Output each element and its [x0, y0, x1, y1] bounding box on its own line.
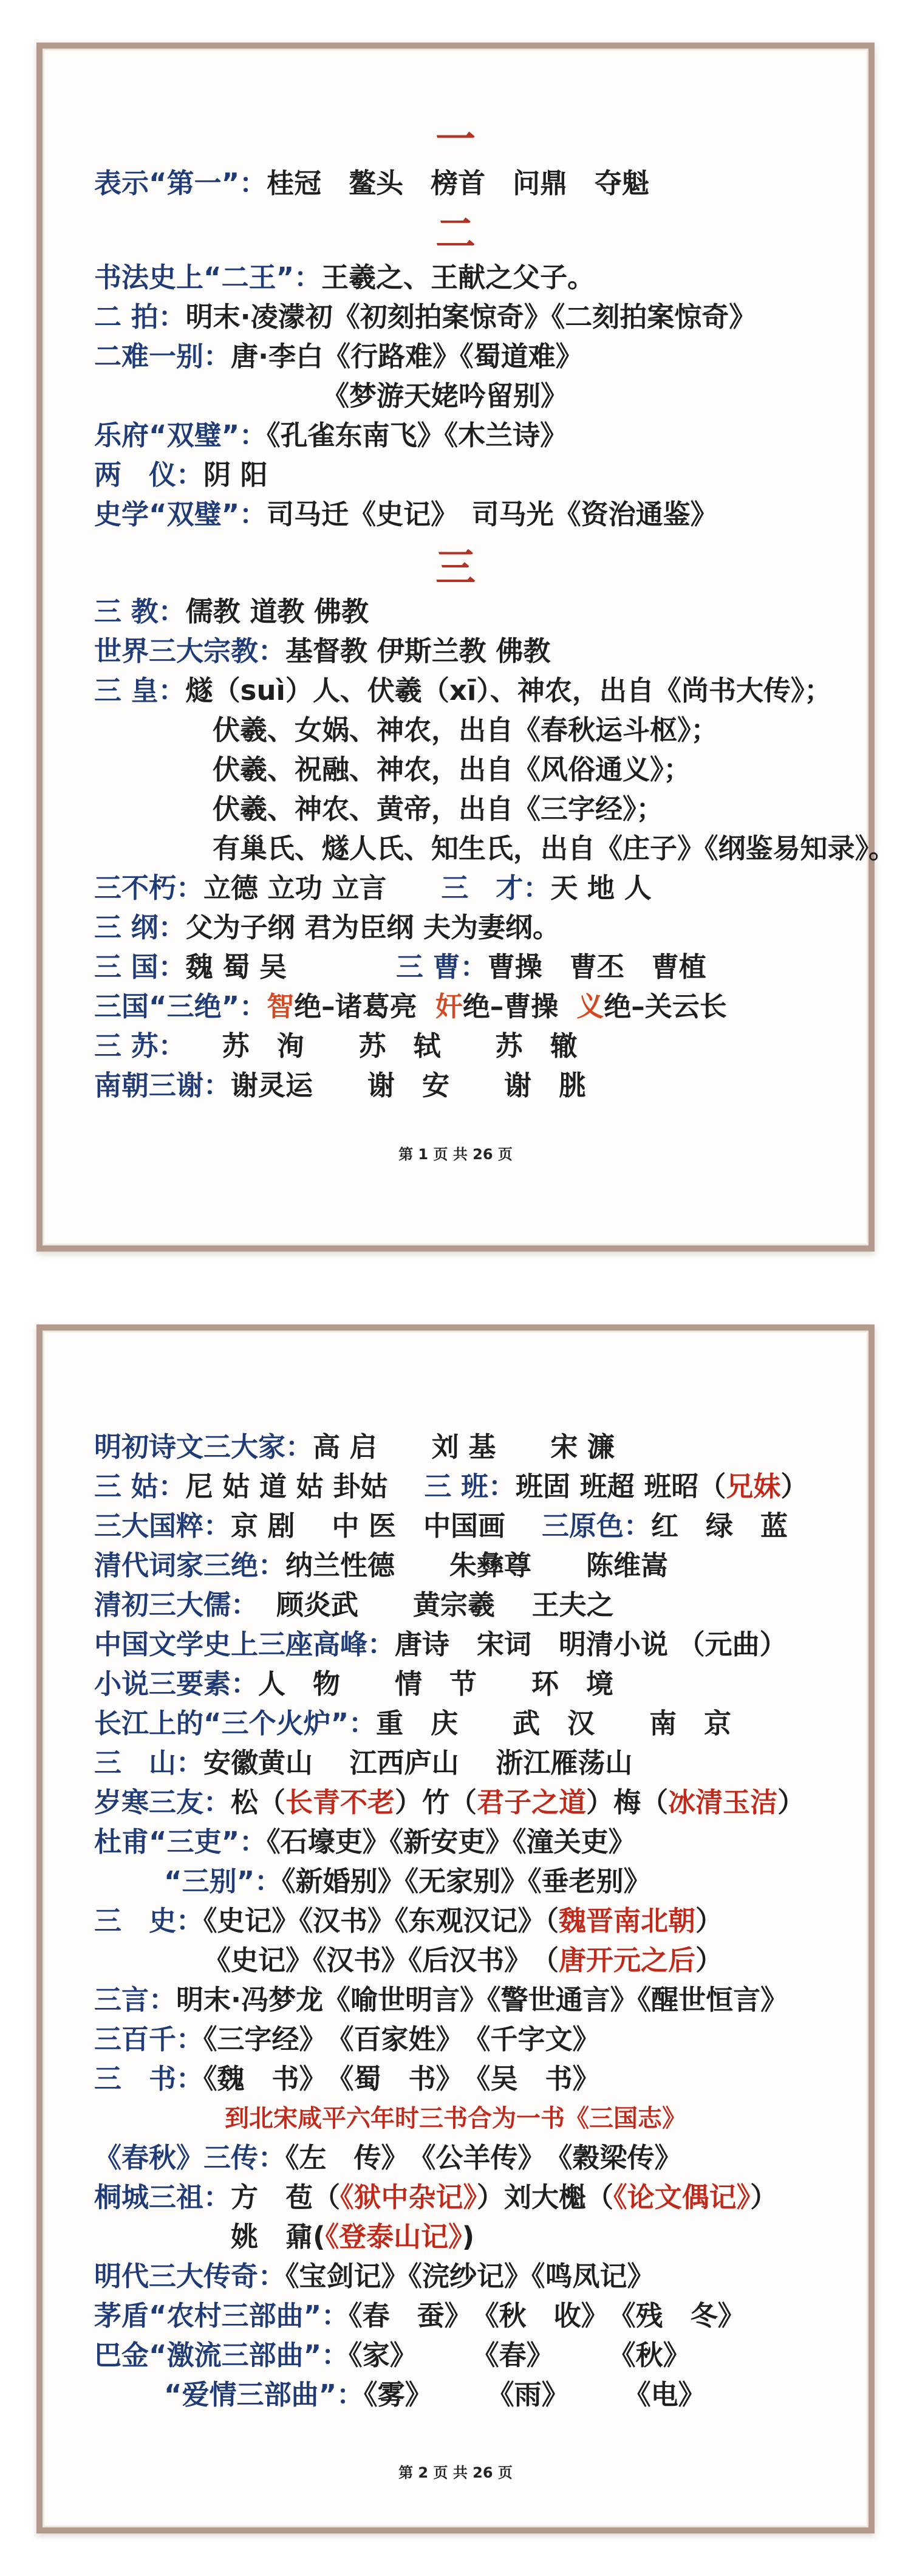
- entry-first: 表示“第一”：桂冠 鳌头 榜首 问鼎 夺魁: [94, 167, 650, 199]
- entry-nanchao-san-xie: 南朝三谢：谢灵运 谢 安 谢 朓: [94, 1069, 587, 1101]
- document-page-1: [36, 43, 896, 1252]
- section-heading-two: 二: [435, 210, 476, 257]
- note-sanguozhi: 到北宋咸平六年时三书合为一书《三国志》: [225, 2105, 686, 2132]
- entry-two-pai: 二 拍：明末·凌濛初《初刻拍案惊奇》《二刻拍案惊奇》: [94, 301, 757, 333]
- section-heading-one: 一: [435, 116, 476, 163]
- entry-chunqiu-san-zhuan: 《春秋》三传：《左 传》 《公羊传》 《穀梁传》: [94, 2142, 682, 2174]
- page-number-footer: 第 1 页 共 26 页: [398, 1146, 513, 1163]
- entry-world-religions: 世界三大宗教：基督教 伊斯兰教 佛教: [94, 635, 551, 667]
- page-2-content: [43, 1331, 868, 2527]
- entry-san-yan: 三言：明末·冯梦龙《喻世明言》《警世通言》《醒世恒言》: [94, 1984, 788, 2016]
- entry-tongcheng-2: 姚 鼐(《登泰山记》): [231, 2221, 475, 2253]
- page-1-content: [43, 49, 896, 1245]
- entry-san-huang: 三 皇：燧（suì）人、伏羲（xī）、神农，出自《尚书大传》；: [94, 674, 832, 707]
- entry-history-bi: 史学“双璧”：司马迁《史记》 司马光《资治通鉴》: [94, 498, 718, 530]
- entry-san-huang-2: 伏羲、女娲、神农，出自《春秋运斗枢》；: [213, 714, 718, 746]
- entry-san-jue: 三国“三绝”：智绝–诸葛亮 奸绝–曹操 义绝–关云长: [94, 990, 727, 1023]
- entry-san-huang-4: 伏羲、神农、黄帝，出自《三字经》；: [213, 793, 664, 825]
- entry-san-li: 杜甫“三吏”：《石壕吏》《新安吏》《潼关吏》: [94, 1826, 636, 1858]
- entry-san-bai-qian: 三百千：《三字经》 《百家姓》 《千字文》: [94, 2023, 600, 2055]
- entry-san-gang: 三 纲：父为子纲 君为臣纲 夫为妻纲。: [94, 911, 561, 944]
- entry-ming-chuanqi: 明代三大传奇：《宝剑记》《浣纱记》《鸣凤记》: [94, 2260, 655, 2292]
- entry-novel-elements: 小说三要素：人 物 情 节 环 境: [94, 1668, 614, 1700]
- entry-bajin-jiliu: 巴金“激流三部曲”：《家》 《春》 《秋》: [94, 2339, 691, 2371]
- entry-liang-yi: 两 仪：阴 阳: [94, 459, 268, 491]
- entry-furnaces: 长江上的“三个火炉”：重 庆 武 汉 南 京: [94, 1707, 732, 1739]
- entry-san-buxiu: 三不朽：立德 立功 立言 三 才：天 地 人: [94, 872, 652, 904]
- page-number-footer: 第 2 页 共 26 页: [398, 2464, 513, 2481]
- entry-maodun: 茅盾“农村三部曲”：《春 蚕》 《秋 收》 《残 冬》: [94, 2300, 745, 2332]
- entry-guocui: 三大国粹：京 剧 中 医 中国画 三原色：红 绿 蓝: [94, 1510, 788, 1542]
- entry-yuefu: 乐府“双璧”：《孔雀东南飞》《木兰诗》: [94, 419, 568, 451]
- entry-san-huang-5: 有巢氏、燧人氏、知生氏，出自《庄子》《纲鉴易知录》。: [213, 832, 896, 865]
- entry-two-kings: 书法史上“二王”：王羲之、王献之父子。: [94, 261, 595, 293]
- entry-er-nan-yi-bie-cont: 《梦游天姥吟留别》: [322, 380, 568, 412]
- entry-qing-ru: 清初三大儒： 顾炎武 黄宗羲 王夫之: [94, 1589, 614, 1621]
- entry-san-jiao: 三 教：儒教 道教 佛教: [94, 595, 369, 628]
- entry-literature-peaks: 中国文学史上三座高峰：唐诗 宋词 明清小说 （元曲）: [94, 1628, 787, 1660]
- entry-san-gu-san-ban: 三 姑：尼 姑 道 姑 卦姑 三 班：班固 班超 班昭（兄妹）: [94, 1470, 808, 1502]
- entry-san-shu: 三 书：《魏 书》 《蜀 书》 《吴 书》: [94, 2063, 600, 2095]
- entry-san-shi: 三 史：《史记》《汉书》《东观汉记》（魏晋南北朝）: [94, 1905, 723, 1937]
- entry-bajin-aiqing: “爱情三部曲”：《雾》 《雨》 《电》: [164, 2379, 706, 2411]
- entry-san-huang-3: 伏羲、祝融、神农，出自《风俗通义》；: [213, 753, 691, 786]
- document-page-2: [36, 1324, 875, 2533]
- entry-san-shan: 三 山：安徽黄山 江西庐山 浙江雁荡山: [94, 1747, 633, 1779]
- section-heading-three: 三: [435, 544, 476, 591]
- entry-three-friends: 岁寒三友：松（长青不老）竹（君子之道）梅（冰清玉洁）: [94, 1786, 805, 1818]
- entry-san-shi-2: 《史记》《汉书》《后汉书》 （唐开元之后）: [203, 1944, 723, 1976]
- entry-san-su: 三 苏： 苏 洵 苏 轼 苏 辙: [94, 1030, 578, 1062]
- entry-san-guo: 三 国：魏 蜀 吴 三 曹：曹操 曹丕 曹植: [94, 951, 706, 983]
- entry-er-nan-yi-bie: 二难一别：唐·李白《行路难》《蜀道难》: [94, 340, 583, 372]
- entry-qing-ci: 清代词家三绝：纳兰性德 朱彝尊 陈维嵩: [94, 1549, 669, 1581]
- entry-tongcheng: 桐城三祖：方 苞（《狱中杂记》）刘大櫆（《论文偶记》）: [94, 2181, 778, 2213]
- entry-san-bie: “三别”：《新婚别》《无家别》《垂老别》: [164, 1865, 651, 1897]
- entry-ming-poets: 明初诗文三大家：高 启 刘 基 宋 濂: [94, 1431, 615, 1463]
